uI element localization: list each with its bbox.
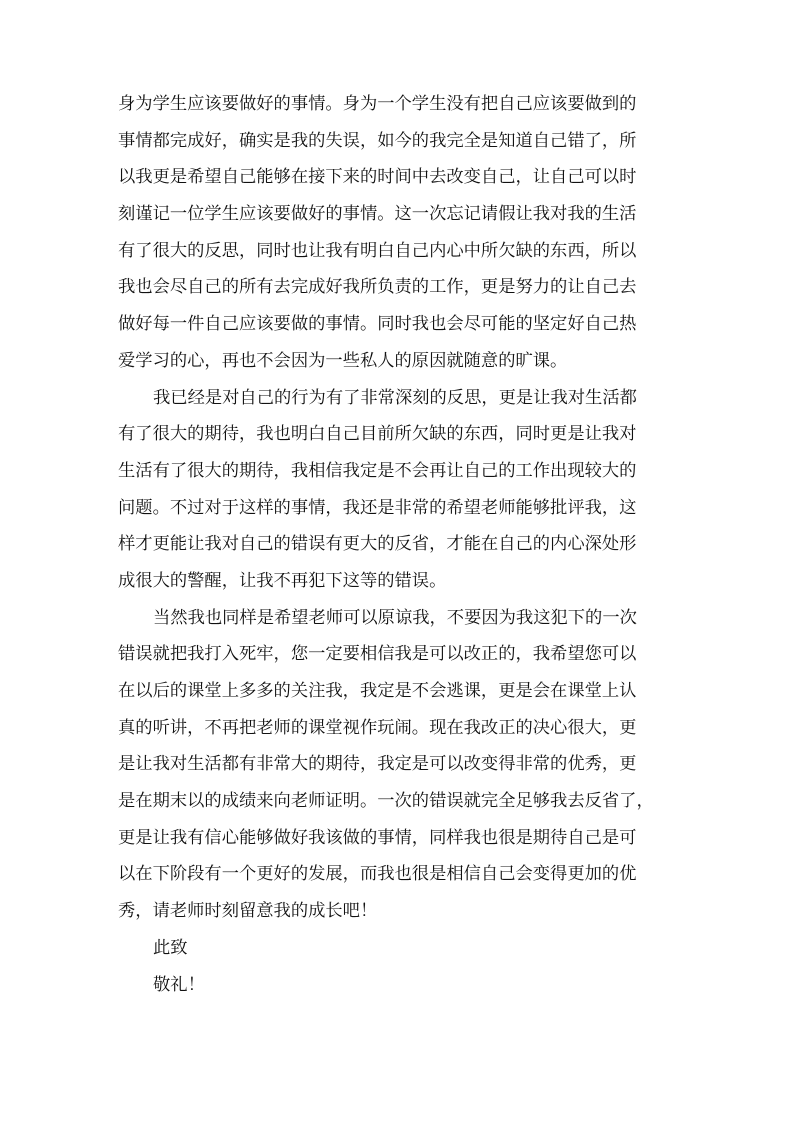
paragraph-line: 秀，请老师时刻留意我的成长吧！ [118,901,378,922]
closing-regards: 敬礼！ [153,974,205,995]
paragraph-line: 错误就把我打入死牢，您一定要相信我是可以改正的，我希望您可以 [118,644,637,665]
paragraph-line: 有了很大的期待，我也明白自己目前所欠缺的东西，同时更是让我对 [118,424,637,445]
paragraph-line: 成很大的警醒，让我不再犯下这等的错误。 [118,570,447,591]
paragraph-line: 以我更是希望自己能够在接下来的时间中去改变自己，让自己可以时 [118,167,637,188]
paragraph-line: 以在下阶段有一个更好的发展，而我也很是相信自己会变得更加的优 [118,864,637,885]
paragraph-line: 爱学习的心，再也不会因为一些私人的原因就随意的旷课。 [118,350,568,371]
paragraph-line: 生活有了很大的期待，我相信我定是不会再让自己的工作出现较大的 [118,460,637,481]
closing [118,930,678,1003]
closing-salutation: 此致 [153,937,188,958]
paragraph-line: 真的听讲，不再把老师的课堂视作玩闹。现在我改正的决心很大，更 [118,717,637,738]
paragraph-2 [118,380,678,600]
paragraph-line: 我已经是对自己的行为有了非常深刻的反思，更是让我对生活都 [153,387,637,408]
paragraph-line: 更是让我有信心能够做好我该做的事情，同样我也很是期待自己是可 [118,827,637,848]
paragraph-line: 在以后的课堂上多多的关注我，我定是不会逃课，更是会在课堂上认 [118,681,637,701]
paragraph-line: 有了很大的反思，同时也让我有明白自己内心中所欠缺的东西，所以 [118,240,637,261]
paragraph-line: 当然我也同样是希望老师可以原谅我，不要因为我这犯下的一次 [153,607,637,628]
paragraph-line: 刻谨记一位学生应该要做好的事情。这一次忘记请假让我对我的生活 [118,204,637,225]
paragraph-line: 事情都完成好，确实是我的失误，如今的我完全是知道自己错了，所 [118,130,637,151]
paragraph-line: 做好每一件自己应该要做的事情。同时我也会尽可能的坚定好自己热 [118,314,637,335]
paragraph-line: 是让我对生活都有非常大的期待，我定是可以改变得非常的优秀，更 [118,754,637,775]
paragraph-line: 我也会尽自己的所有去完成好我所负责的工作，更是努力的让自己去 [118,277,637,298]
paragraph-line: 样才更能让我对自己的错误有更大的反省，才能在自己的内心深处形 [118,534,637,555]
paragraph-3 [118,600,678,930]
document-body [118,86,678,1003]
paragraph-line: 身为学生应该要做好的事情。身为一个学生没有把自己应该要做到的 [118,94,637,114]
paragraph-line: 问题。不过对于这样的事情，我还是非常的希望老师能够批评我，这 [118,497,637,518]
paragraph-1 [118,86,678,380]
paragraph-line: 是在期末以的成绩来向老师证明。一次的错误就完全足够我去反省了， [118,791,654,812]
